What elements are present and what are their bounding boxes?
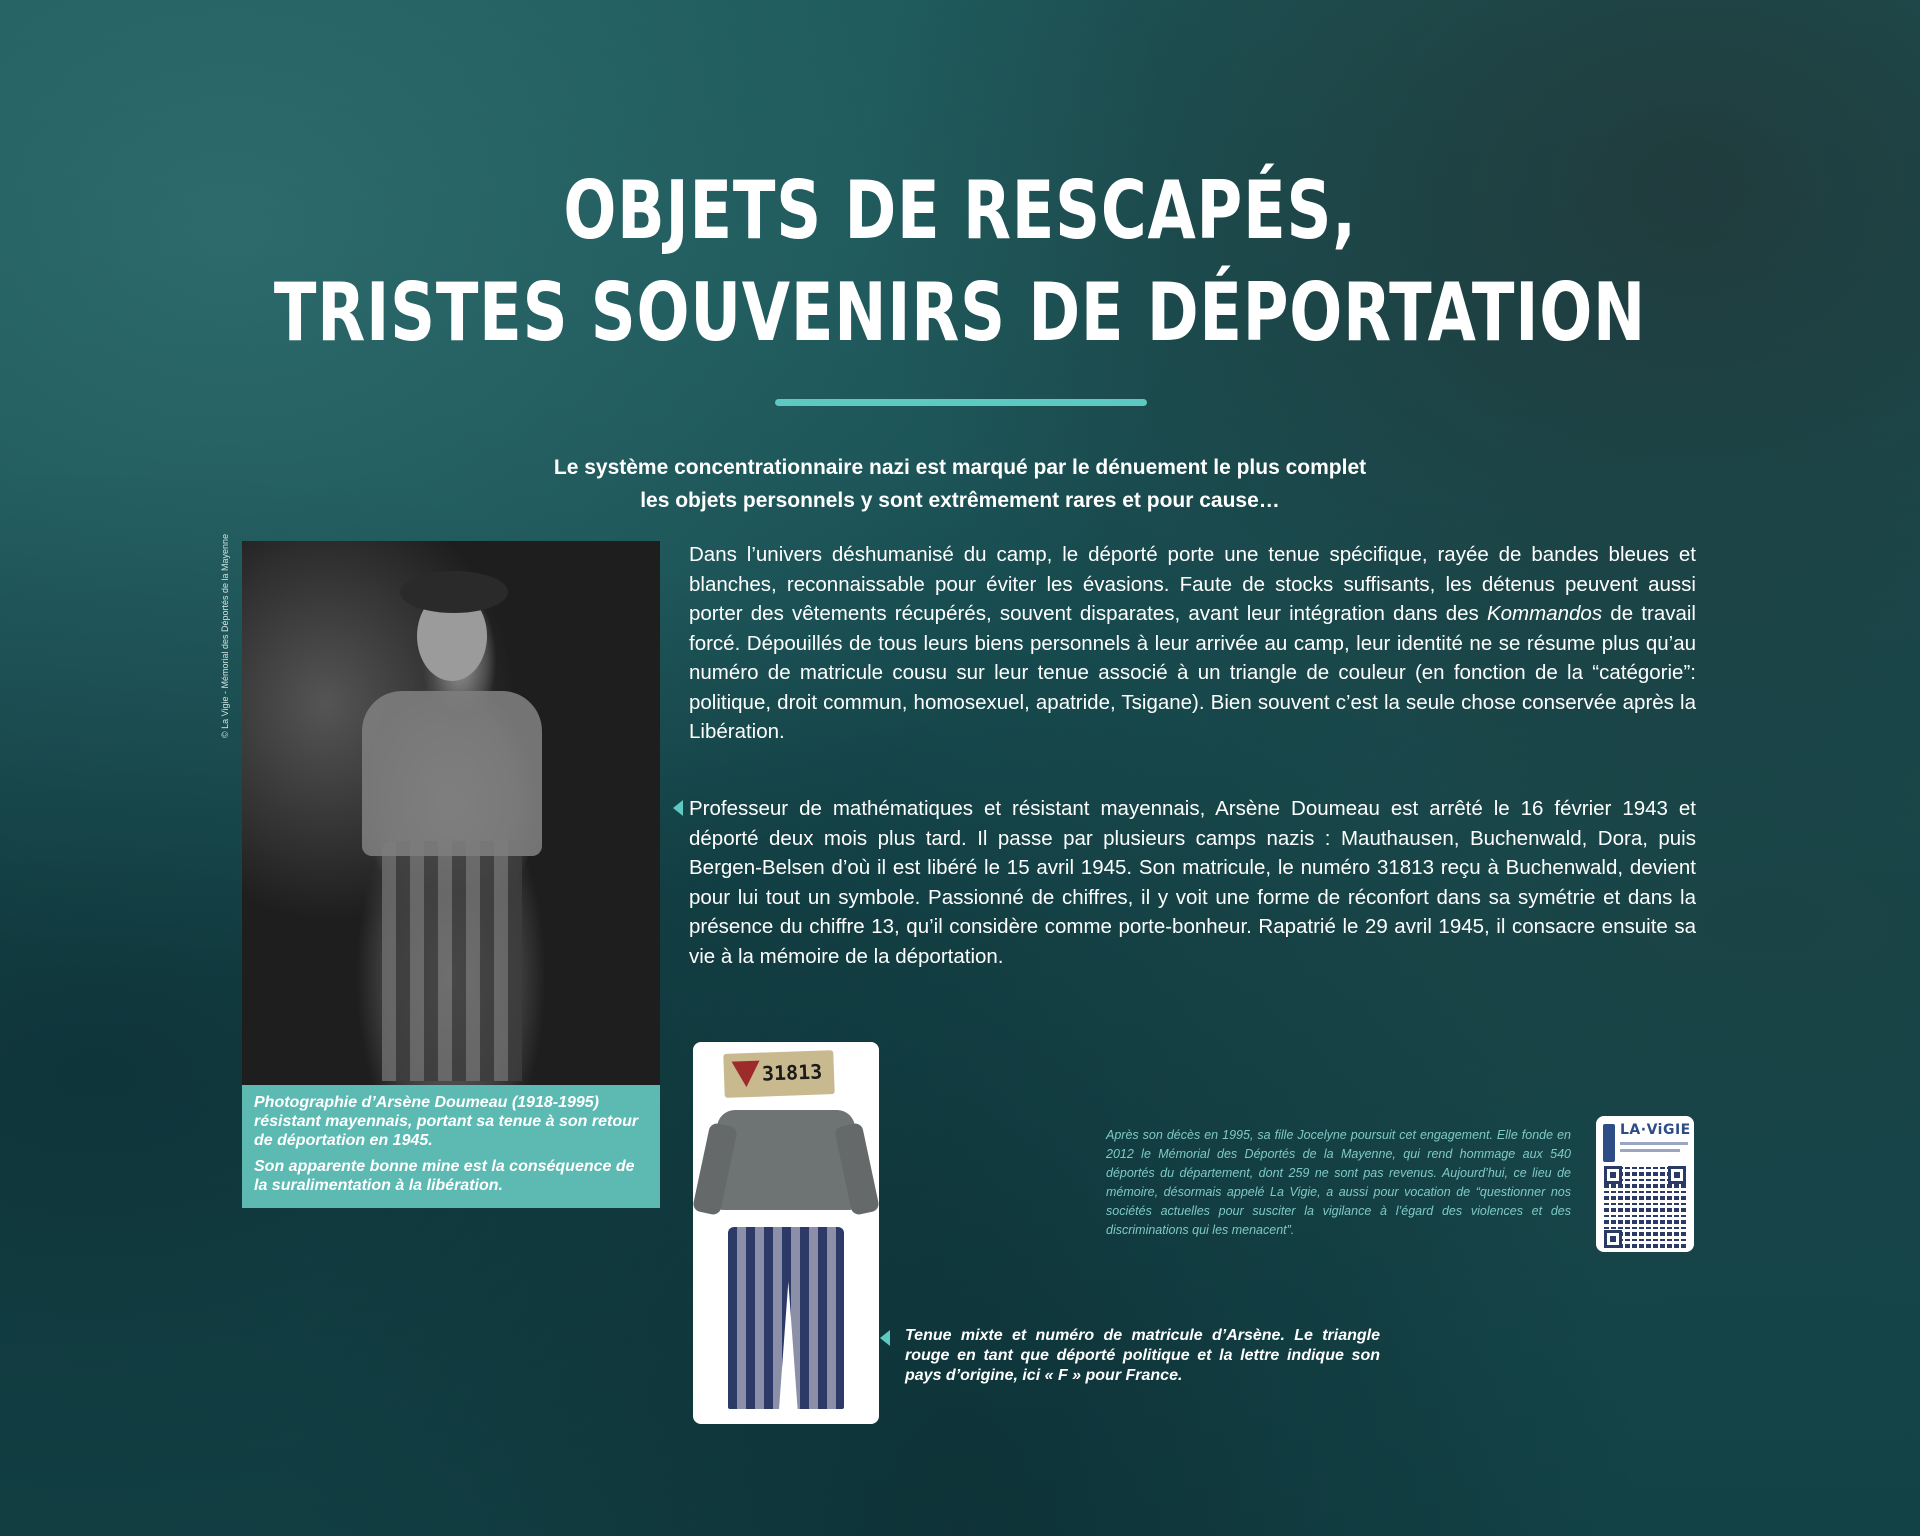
clothing-caption: Tenue mixte et numéro de matricule d’Arsène. Le triangle rouge en tant que déporté politique et la lettre indique son pays d’origine, ici « F » pour France. xyxy=(905,1327,1380,1384)
qr-finder xyxy=(1668,1166,1686,1184)
closing-text: Après son décès en 1995, sa fille Jocelyne poursuit cet engagement. Elle fonde en 2012 le Mémorial des Déportés de la Mayenne, qui rend hommage aux 540 déportés du département, dont 259 ne sont pas revenus. Aujourd’hui, ce lieu de mémoire, désormais appelé La Vigie, a aussi pour vocation de “questionner nos sociétés actuelles pour susciter la vigilance à l’égard des violences et des discriminations qui les menacent”. xyxy=(1106,1128,1571,1237)
logo-subtitle-line xyxy=(1620,1149,1680,1152)
qr-finder xyxy=(1604,1230,1622,1248)
title-line-2: TRISTES SOUVENIRS DE DÉPORTATION xyxy=(273,266,1647,359)
la-vigie-logo-bar xyxy=(1603,1124,1615,1162)
arrow-left-icon xyxy=(673,800,683,816)
logo-subtitle-line xyxy=(1620,1142,1688,1145)
red-triangle-icon xyxy=(732,1061,761,1088)
title-line-1: OBJETS DE RESCAPÉS, xyxy=(563,164,1357,257)
striped-trousers-image xyxy=(728,1227,844,1409)
photo-caption xyxy=(242,1085,660,1208)
photo-caption-paragraph-2: Son apparente bonne mine est la conséquence de la suralimentation à la libération. xyxy=(254,1158,635,1194)
photo-beret xyxy=(400,571,508,613)
clothing-photo-card xyxy=(693,1042,879,1424)
body-paragraph-1: Dans l’univers déshumanisé du camp, le déporté porte une tenue spécifique, rayée de bandes bleues et blanches, reconnaissable pour éviter les évasions. Faute de stocks suffisants, les détenus peuvent aussi porter des vêtements récupérés, souvent disparates, avant leur intégration dans des Kommandos de travail forcé. Dépouillés de tous leurs biens personnels à leur arrivée au camp, leur identité ne se résume plus qu’au numéro de matricule cousu sur leur tenue associé à un triangle de couleur (en fonction de la “catégorie”: politique, droit commun, homosexuel, apatride, Tsigane). Bien souvent c’est la seule chose conservée après la Libération. xyxy=(689,543,1696,743)
photo-credit: © La Vigie - Mémorial des Déportés de la Mayenne xyxy=(220,533,230,738)
intro-line-1: Le système concentrationnaire nazi est marqué par le dénuement le plus complet xyxy=(553,456,1367,479)
matricule-number: 31813 xyxy=(761,1059,823,1086)
photo-sweater xyxy=(362,691,542,856)
arrow-left-icon xyxy=(880,1330,890,1346)
sweater-image xyxy=(717,1110,855,1210)
page-title xyxy=(211,160,1709,364)
title-underline xyxy=(775,399,1147,406)
qr-finder xyxy=(1604,1166,1622,1184)
matricule-patch xyxy=(723,1050,834,1098)
photo-caption-paragraph-1: Photographie d’Arsène Doumeau (1918-1995) résistant mayennais, portant sa tenue à son retour de déportation en 1945. xyxy=(254,1094,639,1149)
photo-striped-trousers xyxy=(382,841,522,1081)
body-paragraph-2: Professeur de mathématiques et résistant mayennais, Arsène Doumeau est arrêté le 16 février 1943 et déporté deux mois plus tard. Il passe par plusieurs camps nazis : Mauthausen, Buchenwald, Dora, puis Bergen-Belsen d’où il est libéré le 15 avril 1945. Son matricule, le numéro 31813 reçu à Buchenwald, devient pour lui tout un symbole. Passionné de chiffres, il y voit une forme de réconfort dans sa symétrie et dans la présence du chiffre 13, qu’il considère comme porte-bonheur. Rapatrié le 29 avril 1945, il consacre ensuite sa vie à la mémoire de la déportation. xyxy=(689,797,1696,968)
intro-text xyxy=(360,451,1560,517)
qr-card[interactable] xyxy=(1596,1116,1694,1252)
la-vigie-logo: LA·ViGIE xyxy=(1620,1122,1691,1138)
qr-code-icon[interactable] xyxy=(1604,1166,1686,1248)
portrait-photo xyxy=(242,541,660,1085)
intro-line-2: les objets personnels y sont extrêmement rares et pour cause… xyxy=(640,489,1280,512)
